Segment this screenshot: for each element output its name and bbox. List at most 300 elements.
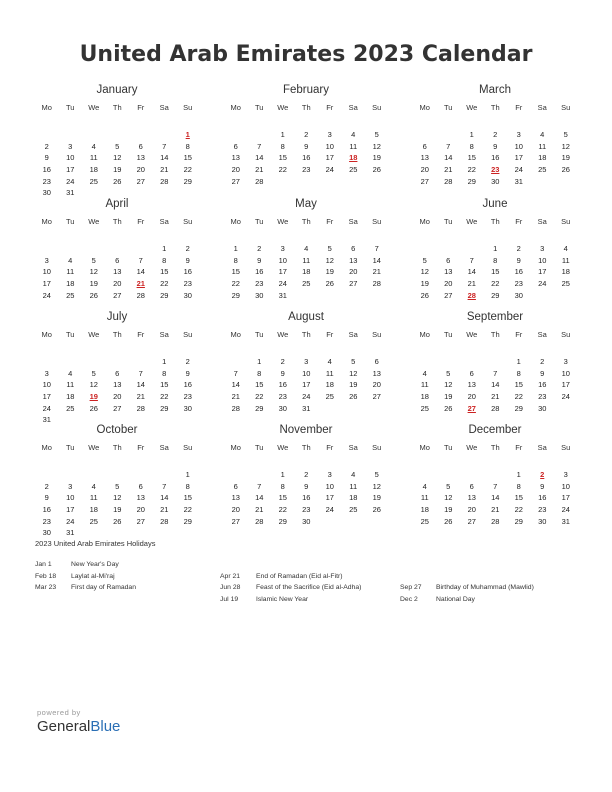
holiday-row — [220, 571, 361, 583]
spacer — [59, 342, 83, 356]
day: 1 — [493, 244, 498, 253]
holiday-name: New Year's Day — [71, 561, 119, 568]
empty-day — [129, 469, 153, 481]
day: 18 — [302, 267, 311, 277]
day: 30 — [491, 176, 500, 186]
day: 22 — [255, 392, 264, 402]
day: 14 — [491, 493, 500, 503]
month-name: May — [295, 198, 317, 210]
day: 2 — [280, 357, 285, 366]
holiday-name: National Day — [436, 595, 475, 603]
day: 25 — [538, 165, 547, 175]
day: 22 — [514, 392, 523, 402]
day: 26 — [561, 165, 570, 175]
day: 6 — [138, 481, 143, 491]
day: 5 — [563, 130, 568, 139]
day: 7 — [446, 141, 451, 151]
day: 13 — [136, 153, 145, 163]
day: 24 — [302, 392, 311, 402]
month-day-grid — [224, 328, 388, 414]
day: 8 — [516, 481, 521, 491]
day: 4 — [68, 368, 73, 378]
day: 22 — [491, 279, 500, 289]
holiday-date: Jan 1 — [35, 561, 52, 568]
day: 14 — [136, 267, 145, 277]
day: 21 — [160, 165, 169, 175]
day: 13 — [231, 153, 240, 163]
day: 29 — [278, 516, 287, 526]
day: 29 — [183, 516, 192, 526]
weekday-header: Th — [490, 217, 500, 226]
day: 10 — [278, 255, 287, 265]
day: 19 — [444, 392, 453, 402]
holiday-row — [400, 571, 534, 583]
holiday-date — [400, 559, 436, 571]
day: 16 — [255, 267, 264, 277]
spacer — [59, 455, 83, 469]
holiday-row — [220, 582, 361, 594]
weekday-header: Th — [490, 330, 500, 339]
day: 3 — [304, 357, 309, 366]
brand-name — [37, 718, 120, 735]
day: 11 — [66, 380, 75, 390]
empty-day — [413, 243, 437, 255]
day: 15 — [160, 380, 169, 390]
empty-day — [153, 469, 177, 481]
holiday-row — [35, 559, 136, 571]
holiday-date: Dec 2 — [400, 595, 418, 603]
month-day-grid — [413, 215, 577, 301]
day: 9 — [493, 141, 498, 151]
month-day-grid — [224, 441, 388, 527]
spacer — [342, 455, 366, 469]
day: 20 — [349, 267, 358, 277]
weekday-header: Fr — [137, 217, 145, 226]
weekday-header: Tu — [66, 217, 75, 226]
day: 12 — [444, 493, 453, 503]
holiday-row — [400, 594, 534, 606]
day: 26 — [444, 403, 453, 413]
day: 22 — [160, 392, 169, 402]
day: 14 — [160, 153, 169, 163]
weekday-header: Mo — [419, 217, 430, 226]
empty-day — [106, 129, 130, 141]
day: 15 — [514, 493, 523, 503]
page-title: United Arab Emirates 2023 Calendar — [79, 42, 533, 67]
spacer — [437, 115, 461, 129]
day: 24 — [278, 279, 287, 289]
day: 8 — [185, 481, 190, 491]
weekday-header: Tu — [66, 330, 75, 339]
weekday-header: Fr — [326, 217, 334, 226]
spacer — [318, 455, 342, 469]
day: 17 — [278, 267, 287, 277]
day: 24 — [66, 516, 75, 526]
weekday-header: Th — [112, 103, 122, 112]
day: 9 — [257, 255, 262, 265]
day: 29 — [160, 290, 169, 300]
empty-day — [224, 129, 248, 141]
day: 21 — [372, 267, 381, 277]
empty-day — [437, 356, 461, 368]
month-april — [35, 196, 199, 301]
day: 4 — [351, 130, 356, 139]
day: 28 — [136, 403, 145, 413]
spacer — [295, 115, 319, 129]
weekday-header: We — [277, 103, 289, 112]
day: 24 — [538, 279, 547, 289]
day: 4 — [91, 481, 96, 491]
day: 25 — [349, 505, 358, 515]
month-february — [224, 82, 388, 187]
day: 16 — [514, 267, 523, 277]
spacer — [318, 342, 342, 356]
weekday-header: Su — [561, 103, 571, 112]
day: 30 — [538, 516, 547, 526]
holiday-day: 23 — [491, 165, 500, 175]
day: 4 — [540, 130, 545, 139]
weekday-header: Tu — [444, 330, 453, 339]
empty-day — [129, 129, 153, 141]
holiday-day: 18 — [349, 153, 358, 163]
day: 8 — [257, 368, 262, 378]
day: 28 — [231, 403, 240, 413]
spacer — [318, 229, 342, 243]
spacer — [271, 229, 295, 243]
holiday-name: Laylat al-Mi'raj — [71, 572, 115, 580]
day: 19 — [89, 279, 98, 289]
day: 14 — [255, 493, 264, 503]
spacer — [531, 342, 555, 356]
day: 19 — [372, 153, 381, 163]
weekday-header: Tu — [255, 330, 264, 339]
spacer — [35, 342, 59, 356]
day: 17 — [514, 153, 523, 163]
day: 29 — [183, 176, 192, 186]
spacer — [82, 342, 106, 356]
day: 22 — [514, 505, 523, 515]
spacer — [531, 455, 555, 469]
day: 20 — [136, 505, 145, 515]
holiday-date — [220, 559, 256, 571]
day: 5 — [374, 470, 379, 479]
spacer — [484, 342, 508, 356]
empty-day — [129, 356, 153, 368]
holiday-name: Islamic New Year — [256, 595, 309, 603]
day: 25 — [89, 176, 98, 186]
day: 29 — [160, 403, 169, 413]
day: 3 — [327, 130, 332, 139]
empty-day — [35, 356, 59, 368]
day: 14 — [136, 380, 145, 390]
weekday-header: Fr — [326, 330, 334, 339]
empty-day — [224, 469, 248, 481]
spacer — [176, 455, 200, 469]
day: 16 — [278, 380, 287, 390]
spacer — [484, 115, 508, 129]
day: 11 — [302, 255, 311, 265]
month-name: November — [279, 424, 333, 436]
weekday-header: Fr — [515, 330, 523, 339]
weekday-header: Mo — [230, 443, 241, 452]
holiday-date: Apr 21 — [220, 572, 241, 580]
day: 11 — [561, 255, 570, 265]
day: 24 — [325, 165, 334, 175]
day: 20 — [372, 380, 381, 390]
day: 23 — [302, 505, 311, 515]
day: 6 — [422, 141, 427, 151]
powered-by: powered by — [37, 708, 81, 717]
day: 4 — [563, 244, 568, 253]
spacer — [106, 455, 130, 469]
day: 28 — [372, 279, 381, 289]
holiday-column-2 — [220, 559, 361, 605]
day: 7 — [138, 368, 143, 378]
month-day-grid — [224, 101, 388, 187]
month-day-grid — [224, 215, 388, 301]
day: 5 — [91, 255, 96, 265]
month-name: January — [96, 84, 138, 96]
day: 1 — [162, 357, 167, 366]
weekday-header: Mo — [230, 217, 241, 226]
day: 1 — [516, 357, 521, 366]
day: 15 — [160, 267, 169, 277]
day: 5 — [446, 481, 451, 491]
day: 7 — [374, 244, 379, 253]
day: 30 — [42, 188, 51, 198]
empty-day — [82, 129, 106, 141]
empty-day — [82, 356, 106, 368]
day: 13 — [467, 493, 476, 503]
day: 17 — [325, 153, 334, 163]
month-may — [224, 196, 388, 301]
holiday-row — [35, 582, 136, 594]
day: 10 — [42, 380, 51, 390]
weekday-header: Mo — [230, 330, 241, 339]
day: 8 — [280, 481, 285, 491]
day: 29 — [514, 403, 523, 413]
day: 9 — [185, 255, 190, 265]
day: 18 — [420, 505, 429, 515]
holiday-row — [220, 559, 361, 571]
spacer — [176, 229, 200, 243]
day: 16 — [42, 165, 51, 175]
weekday-header: Mo — [419, 330, 430, 339]
month-august — [224, 309, 388, 414]
day: 10 — [325, 481, 334, 491]
day: 10 — [66, 493, 75, 503]
day: 26 — [420, 290, 429, 300]
day: 15 — [467, 153, 476, 163]
day: 2 — [516, 244, 521, 253]
weekday-header: Tu — [255, 217, 264, 226]
spacer — [460, 115, 484, 129]
month-october — [35, 422, 199, 539]
day: 7 — [162, 481, 167, 491]
weekday-header: Sa — [537, 330, 547, 339]
day: 9 — [516, 255, 521, 265]
day: 25 — [420, 403, 429, 413]
spacer — [82, 455, 106, 469]
day: 29 — [255, 403, 264, 413]
spacer — [35, 115, 59, 129]
holiday-day: 2 — [540, 470, 545, 479]
day: 23 — [183, 279, 192, 289]
day: 18 — [538, 153, 547, 163]
empty-day — [460, 469, 484, 481]
month-march — [413, 82, 577, 187]
day: 13 — [467, 380, 476, 390]
day: 28 — [444, 176, 453, 186]
day: 15 — [514, 380, 523, 390]
day: 27 — [467, 516, 476, 526]
weekday-header: We — [466, 103, 478, 112]
day: 31 — [278, 290, 287, 300]
day: 12 — [372, 481, 381, 491]
empty-day — [460, 356, 484, 368]
day: 24 — [561, 392, 570, 402]
month-day-grid — [35, 101, 199, 199]
day: 7 — [493, 368, 498, 378]
day: 5 — [115, 141, 120, 151]
day: 5 — [351, 357, 356, 366]
day: 30 — [183, 403, 192, 413]
spacer — [342, 342, 366, 356]
day: 15 — [255, 380, 264, 390]
empty-day — [437, 469, 461, 481]
month-day-grid — [35, 215, 199, 301]
weekday-header: We — [277, 330, 289, 339]
weekday-header: Tu — [255, 443, 264, 452]
day: 16 — [538, 493, 547, 503]
day: 18 — [66, 392, 75, 402]
day: 4 — [304, 244, 309, 253]
day: 27 — [372, 392, 381, 402]
month-day-grid — [35, 441, 199, 539]
day: 28 — [255, 516, 264, 526]
day: 16 — [183, 380, 192, 390]
day: 7 — [257, 481, 262, 491]
spacer — [413, 455, 437, 469]
day: 31 — [302, 403, 311, 413]
day: 12 — [349, 368, 358, 378]
day: 21 — [491, 392, 500, 402]
weekday-header: Su — [183, 330, 193, 339]
day: 12 — [325, 255, 334, 265]
spacer — [129, 342, 153, 356]
holiday-date: Mar 23 — [35, 584, 57, 591]
day: 21 — [444, 165, 453, 175]
spacer — [531, 229, 555, 243]
day: 19 — [444, 505, 453, 515]
day: 1 — [469, 130, 474, 139]
month-day-grid — [413, 441, 577, 527]
day: 15 — [278, 493, 287, 503]
day: 14 — [444, 153, 453, 163]
day: 17 — [42, 392, 51, 402]
day: 10 — [538, 255, 547, 265]
empty-day — [437, 243, 461, 255]
spacer — [153, 115, 177, 129]
weekday-header: Sa — [159, 330, 169, 339]
day: 23 — [255, 279, 264, 289]
day: 31 — [42, 415, 51, 425]
day: 25 — [89, 516, 98, 526]
spacer — [437, 455, 461, 469]
day: 21 — [231, 392, 240, 402]
day: 26 — [444, 516, 453, 526]
day: 8 — [516, 368, 521, 378]
day: 23 — [302, 165, 311, 175]
day: 27 — [444, 290, 453, 300]
day: 30 — [514, 290, 523, 300]
spacer — [176, 342, 200, 356]
holiday-date: Feb 18 — [35, 572, 57, 580]
spacer — [413, 229, 437, 243]
day: 27 — [349, 279, 358, 289]
day: 11 — [420, 380, 429, 390]
weekday-header: Mo — [41, 103, 52, 112]
day: 6 — [469, 368, 474, 378]
day: 27 — [136, 516, 145, 526]
day: 31 — [514, 176, 523, 186]
day: 6 — [374, 357, 379, 366]
weekday-header: Th — [301, 217, 311, 226]
empty-day — [437, 129, 461, 141]
day: 21 — [160, 505, 169, 515]
weekday-header: Mo — [230, 103, 241, 112]
day: 27 — [113, 403, 122, 413]
weekday-header: Su — [372, 443, 382, 452]
empty-day — [413, 129, 437, 141]
month-name: February — [282, 84, 330, 96]
empty-day — [82, 469, 106, 481]
month-name: July — [106, 311, 128, 323]
holiday-date: Sep 27 — [400, 584, 422, 591]
spacer — [342, 115, 366, 129]
holiday-name: End of Ramadan (Eid al-Fitr) — [256, 572, 343, 580]
day: 12 — [113, 493, 122, 503]
month-name: April — [105, 198, 129, 210]
spacer — [271, 455, 295, 469]
spacer — [129, 455, 153, 469]
weekday-header: Mo — [419, 443, 430, 452]
day: 3 — [68, 481, 73, 491]
spacer — [507, 455, 531, 469]
weekday-header: Sa — [159, 103, 169, 112]
day: 25 — [349, 165, 358, 175]
day: 8 — [233, 255, 238, 265]
day: 13 — [231, 493, 240, 503]
day: 20 — [231, 505, 240, 515]
spacer — [531, 115, 555, 129]
day: 2 — [540, 357, 545, 366]
spacer — [248, 115, 272, 129]
day: 27 — [231, 176, 240, 186]
spacer — [35, 229, 59, 243]
day: 3 — [516, 130, 521, 139]
spacer — [248, 455, 272, 469]
day: 2 — [44, 141, 49, 151]
weekday-header: Su — [372, 217, 382, 226]
day: 1 — [233, 244, 238, 253]
empty-day — [413, 356, 437, 368]
day: 25 — [325, 392, 334, 402]
month-name: September — [466, 311, 524, 323]
day: 13 — [113, 380, 122, 390]
day: 23 — [514, 279, 523, 289]
day: 16 — [491, 153, 500, 163]
